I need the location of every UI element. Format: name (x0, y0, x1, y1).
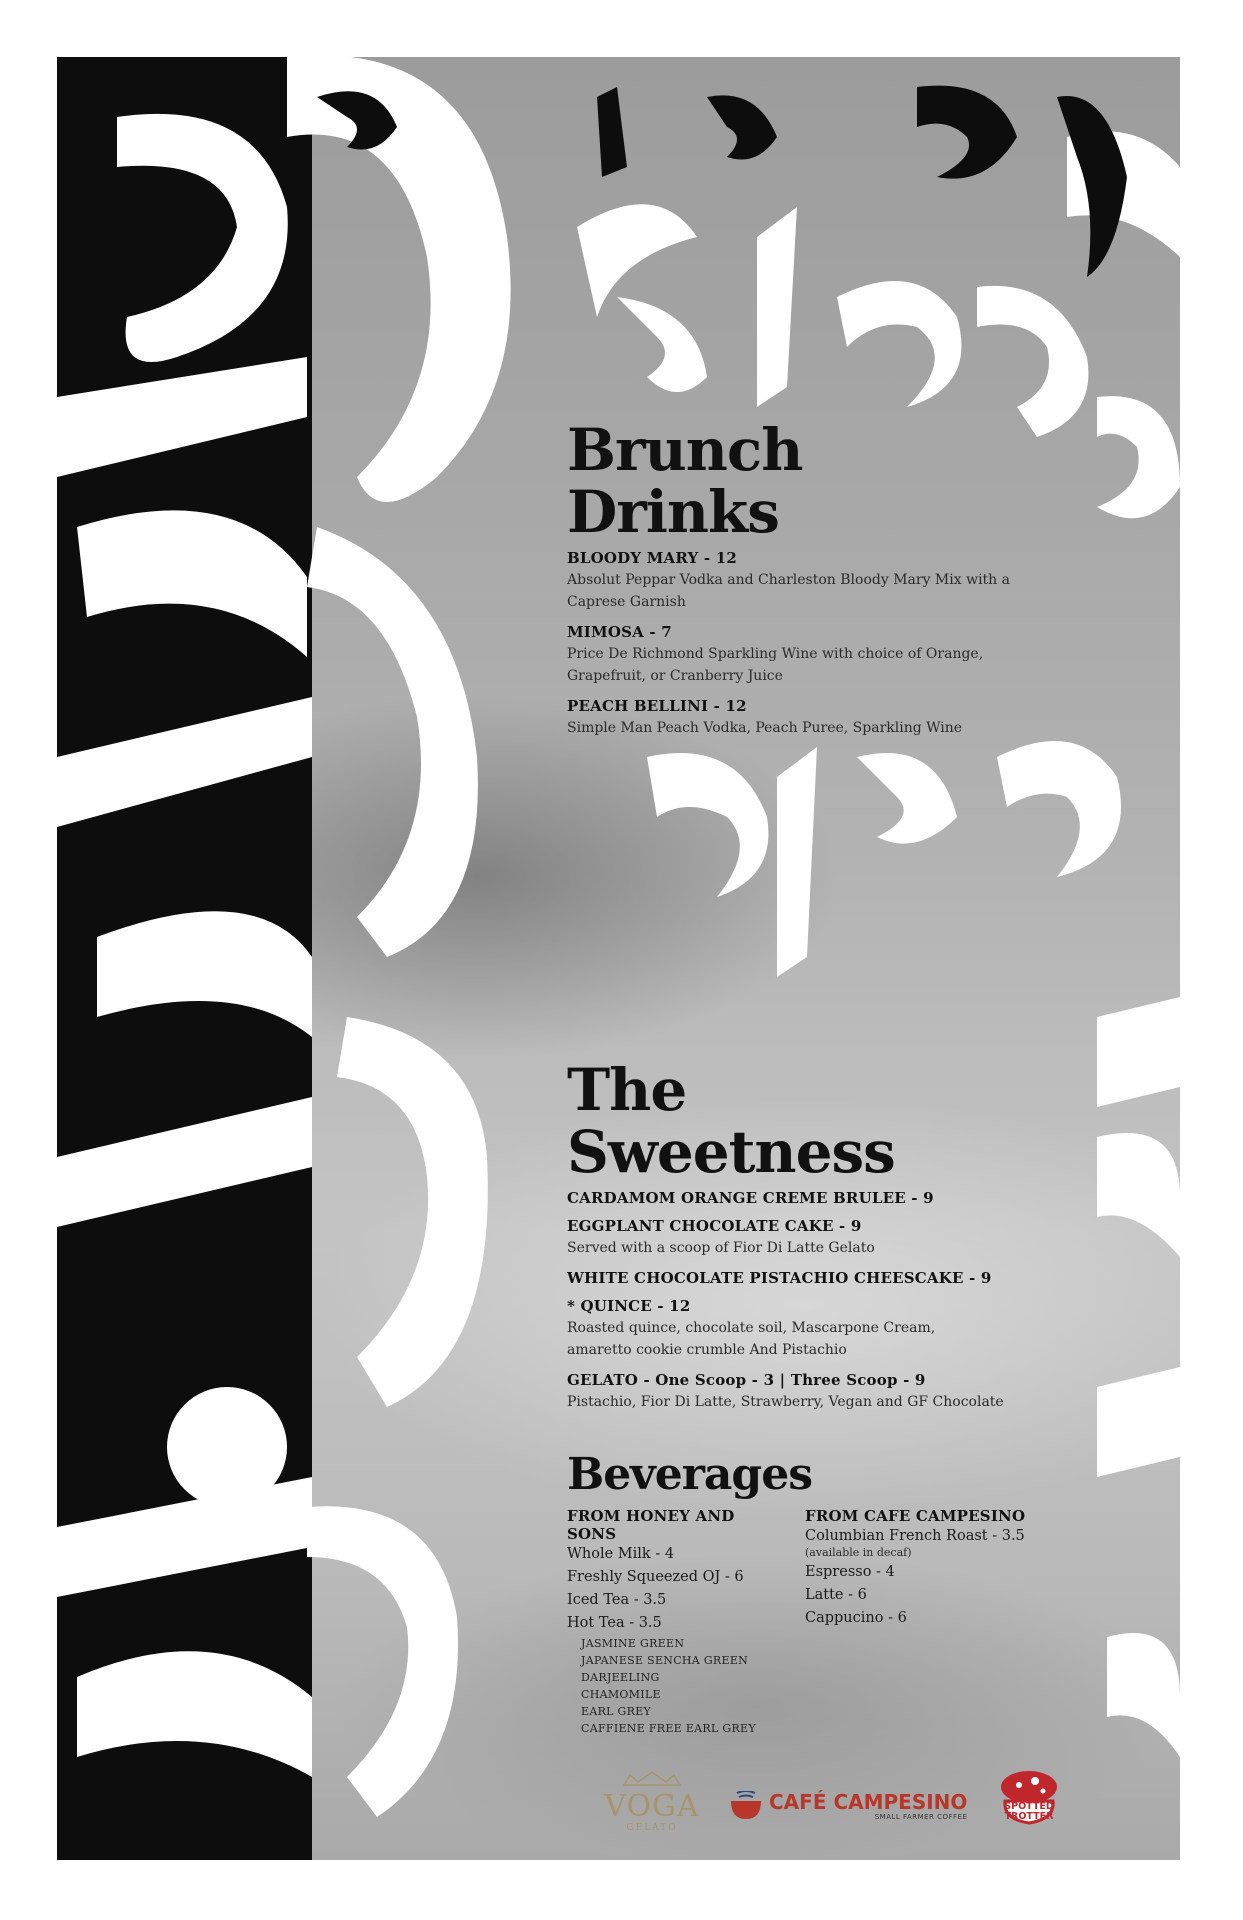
sweetness-title: The Sweetness (567, 1056, 895, 1186)
beverage-item: Columbian French Roast - 3.5 (805, 1528, 1025, 1544)
beverages-section (567, 1449, 1127, 1737)
item-description: Price De Richmond Sparkling Wine with choice of Orange, Grapefruit, or Cranberry Juice (567, 646, 984, 684)
menu-item (567, 1371, 1087, 1413)
tea-option: JAPANESE SENCHA GREEN (581, 1654, 749, 1667)
menu-poster (57, 57, 1180, 1860)
brunch-drinks-section (567, 416, 1037, 749)
item-name: BLOODY MARY - 12 (567, 549, 737, 567)
tea-option: JASMINE GREEN (581, 1637, 685, 1650)
beverage-item: Hot Tea - 3.5 (567, 1615, 662, 1631)
item-description: Absolut Peppar Vodka and Charleston Bloody Mary Mix with a Caprese Garnish (567, 572, 1010, 610)
item-description: Simple Man Peach Vodka, Peach Puree, Sparkling Wine (567, 720, 963, 736)
trotter-wordmark-line1: SPOTTED (1004, 1801, 1054, 1812)
beverage-item: Whole Milk - 4 (567, 1546, 675, 1562)
item-name: CARDAMOM ORANGE CREME BRULEE - 9 (567, 1189, 934, 1207)
tea-option: EARL GREY (581, 1705, 652, 1718)
honey-heading: FROM HONEY AND SONS (567, 1507, 735, 1543)
cafe-campesino-logo (727, 1791, 967, 1821)
sponsor-logos (597, 1757, 1137, 1857)
coffee-cup-icon (727, 1791, 765, 1821)
sweetness-section (567, 1056, 1087, 1423)
item-description: Pistachio, Fior Di Latte, Strawberry, Vegan and GF Chocolate (567, 1394, 1004, 1410)
voga-wordmark: VOGA (604, 1789, 700, 1824)
menu-item (567, 1217, 1087, 1259)
beverage-item: Iced Tea - 3.5 (567, 1592, 667, 1608)
item-name: * QUINCE - 12 (567, 1297, 691, 1315)
menu-item (567, 1297, 997, 1361)
decaf-note: (available in decaf) (805, 1546, 912, 1559)
beverage-item: Espresso - 4 (805, 1564, 895, 1580)
campesino-wordmark: CAFÉ CAMPESINO (769, 1790, 968, 1814)
item-description: Served with a scoop of Fior Di Latte Gelato (567, 1240, 875, 1256)
voga-subtitle: GELATO (626, 1823, 678, 1833)
campesino-heading: FROM CAFE CAMPESINO (805, 1507, 1026, 1525)
spotted-trotter-logo (989, 1765, 1069, 1845)
cafe-campesino-column (805, 1507, 1105, 1737)
menu-item (567, 697, 1037, 739)
item-name: EGGPLANT CHOCOLATE CAKE - 9 (567, 1217, 862, 1235)
beverage-item: Cappucino - 6 (805, 1610, 907, 1626)
beverage-item: Latte - 6 (805, 1587, 867, 1603)
crown-icon (622, 1771, 682, 1787)
voga-logo (597, 1771, 707, 1833)
menu-item (567, 549, 1037, 613)
honey-and-sons-column (567, 1507, 789, 1737)
item-name: GELATO - One Scoop - 3 | Three Scoop - 9 (567, 1371, 926, 1389)
beverage-item: Freshly Squeezed OJ - 6 (567, 1569, 744, 1585)
menu-item (567, 1269, 1087, 1287)
item-name: MIMOSA - 7 (567, 623, 672, 641)
item-name: WHITE CHOCOLATE PISTACHIO CHEESCAKE - 9 (567, 1269, 992, 1287)
tea-option: DARJEELING (581, 1671, 660, 1684)
item-description: Roasted quince, chocolate soil, Mascarpone Cream, amaretto cookie crumble And Pistachio (567, 1320, 936, 1358)
menu-item (567, 1189, 1087, 1207)
tea-option: CHAMOMILE (581, 1688, 661, 1701)
tea-option: CAFFIENE FREE EARL GREY (581, 1722, 756, 1735)
trotter-wordmark-line2: TROTTER (1004, 1811, 1054, 1822)
item-name: PEACH BELLINI - 12 (567, 697, 747, 715)
menu-item (567, 623, 1037, 687)
campesino-subtitle: SMALL FARMER COFFEE (874, 1813, 968, 1821)
beverages-title: Beverages (567, 1449, 812, 1500)
brunch-drinks-title: Brunch Drinks (567, 416, 803, 546)
